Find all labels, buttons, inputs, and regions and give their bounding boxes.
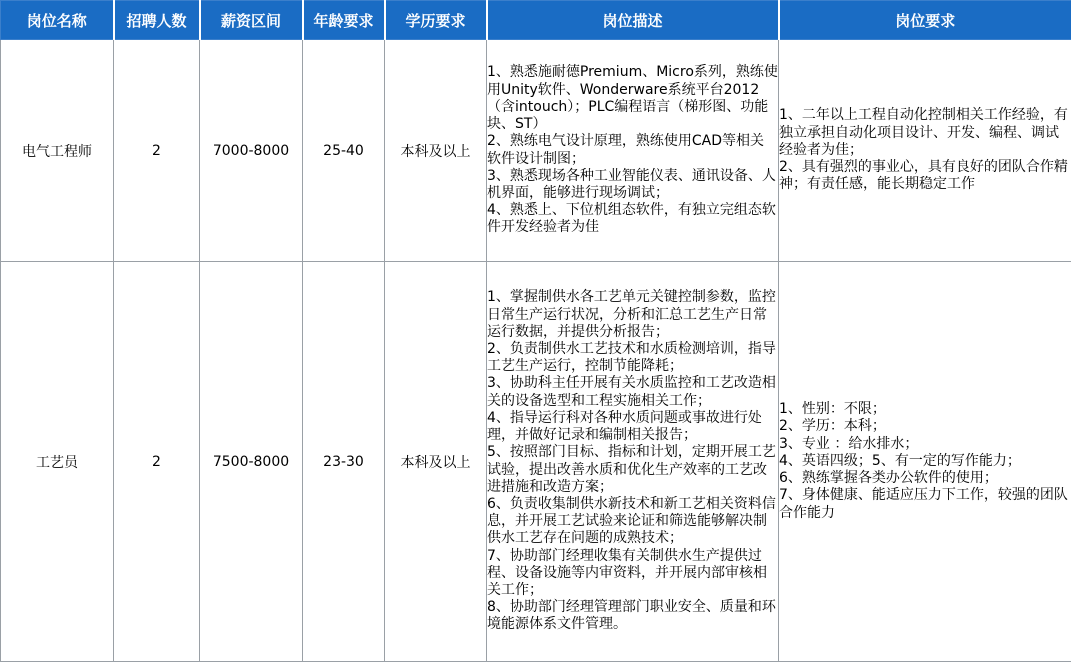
description-item: 1、掌握制供水各工艺单元关键控制参数，监控日常生产运行状况，分析和汇总工艺生产日常运行数据，并提供分析报告； [487,289,778,341]
header-position-name: 岗位名称 [1,1,114,40]
description-item: 3、熟悉现场各种工业智能仪表、通讯设备、人机界面，能够进行现场调试； [487,168,778,202]
requirement-item: 4、英语四级；5、有一定的写作能力； [779,453,1071,470]
requirement-item: 3、专业 ：给水排水； [779,436,1071,453]
description-item: 6、负责收集制供水新技术和新工艺相关资料信息，并开展工艺试验来论证和筛选能够解决制供水工艺存在问题的成熟技术； [487,496,778,548]
cell-age: 23-30 [303,262,385,662]
table-row [1,40,1071,262]
description-item: 2、负责制供水工艺技术和水质检测培训，指导工艺生产运行，控制节能降耗； [487,341,778,375]
cell-description [487,40,779,262]
cell-salary: 7500-8000 [200,262,303,662]
requirement-item: 7、身体健康、能适应压力下工作，较强的团队合作能力 [779,487,1071,521]
header-row [1,1,1071,40]
cell-salary: 7000-8000 [200,40,303,262]
description-item: 8、协助部门经理管理部门职业安全、质量和环境能源体系文件管理。 [487,599,778,633]
requirement-item: 1、性别：不限； [779,401,1071,418]
cell-education: 本科及以上 [385,262,487,662]
description-item: 7、协助部门经理收集有关制供水生产提供过程、设备设施等内审资料，并开展内部审核相关工作； [487,548,778,600]
requirement-item: 1、二年以上工程自动化控制相关工作经验，有独立承担自动化项目设计、开发、编程、调试经验者为佳； [779,107,1071,159]
description-item: 1、熟悉施耐德Premium、Micro系列，熟练使用Unity软件、Wonderware系统平台2012（含intouch）；PLC编程语言（梯形图、功能块、ST） [487,64,778,133]
requirement-item: 2、学历：本科； [779,418,1071,435]
cell-age: 25-40 [303,40,385,262]
description-item: 5、按照部门目标、指标和计划，定期开展工艺试验，提出改善水质和优化生产效率的工艺改进措施和改造方案； [487,444,778,496]
cell-description [487,262,779,662]
table-row [1,262,1071,662]
requirement-item: 6、熟练掌握各类办公软件的使用； [779,470,1071,487]
cell-headcount: 2 [114,40,200,262]
header-job-requirements: 岗位要求 [779,1,1071,40]
header-salary-range: 薪资区间 [200,1,303,40]
cell-requirements [779,262,1071,662]
description-item: 3、协助科主任开展有关水质监控和工艺改造相关的设备选型和工程实施相关工作； [487,375,778,409]
header-job-description: 岗位描述 [487,1,779,40]
cell-position-name: 工艺员 [1,262,114,662]
cell-position-name: 电气工程师 [1,40,114,262]
cell-requirements [779,40,1071,262]
header-age-requirement: 年龄要求 [303,1,385,40]
description-item: 2、熟练电气设计原理，熟练使用CAD等相关软件设计制图； [487,133,778,167]
description-item: 4、熟悉上、下位机组态软件，有独立完组态软件开发经验者为佳 [487,202,778,236]
description-item: 4、指导运行科对各种水质问题或事故进行处理，并做好记录和编制相关报告； [487,410,778,444]
requirement-item: 2、具有强烈的事业心，具有良好的团队合作精神；有责任感，能长期稳定工作 [779,159,1071,193]
header-headcount: 招聘人数 [114,1,200,40]
header-education-requirement: 学历要求 [385,1,487,40]
cell-headcount: 2 [114,262,200,662]
cell-education: 本科及以上 [385,40,487,262]
